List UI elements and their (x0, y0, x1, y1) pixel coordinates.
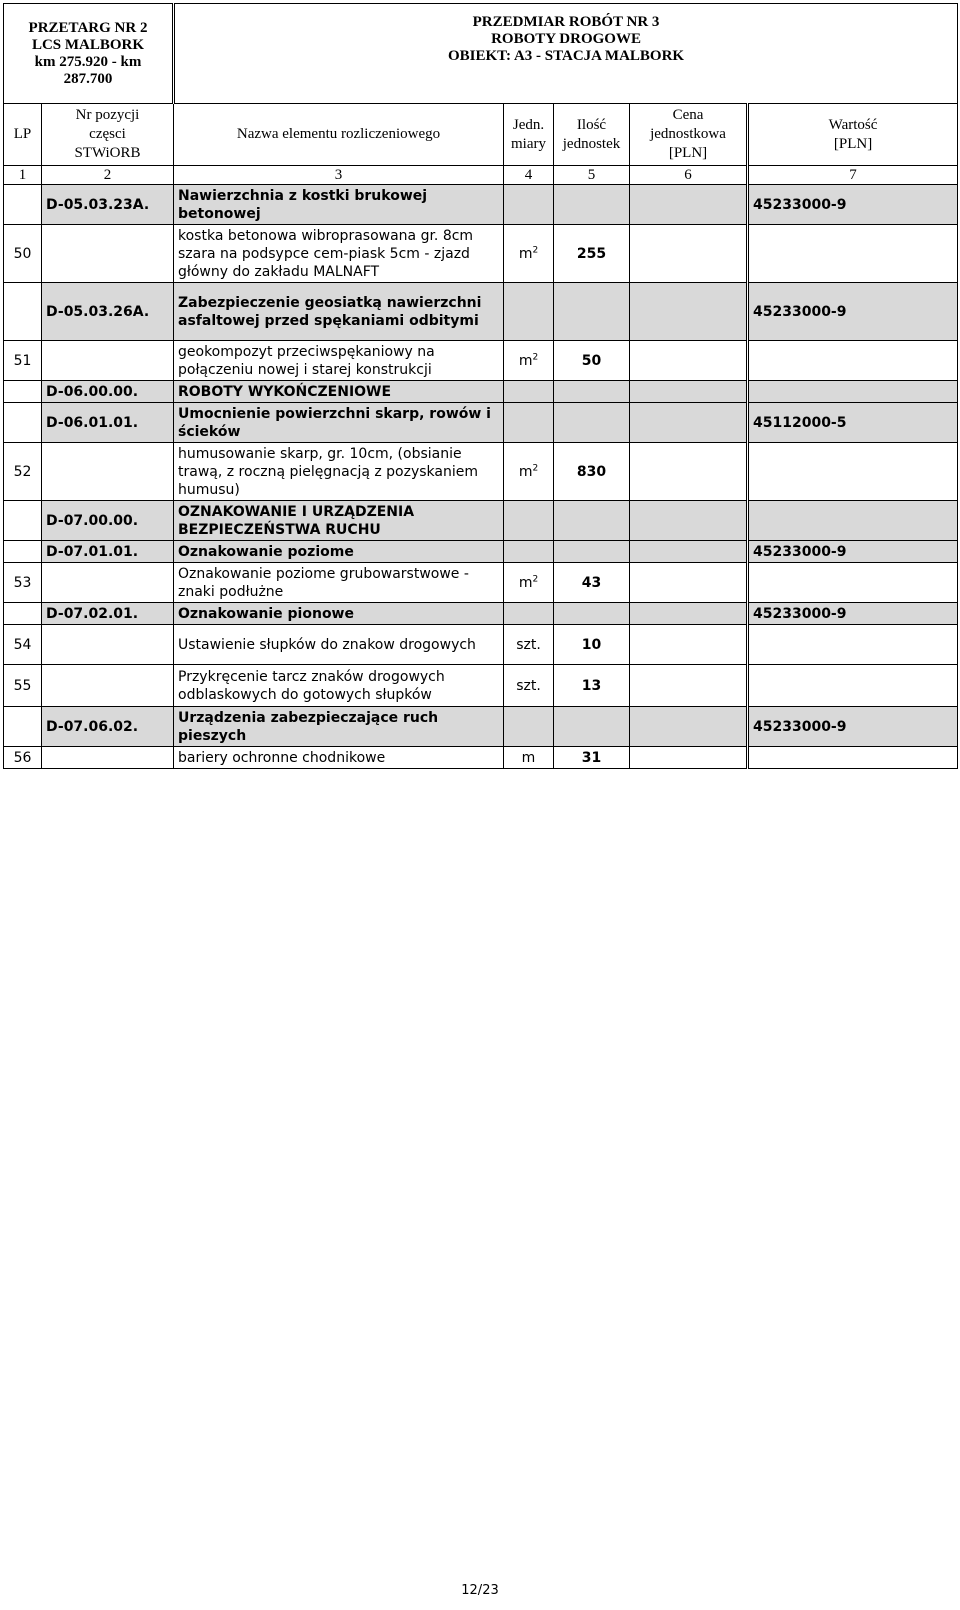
col-qty-line2: jednostek (562, 135, 621, 152)
item-row (4, 665, 958, 707)
cpv-code: 45233000-9 (748, 185, 958, 225)
item-qty: 830 (554, 443, 630, 501)
item-lp: 51 (4, 341, 42, 381)
section-name: Urządzenia zabezpieczające ruch pieszych (174, 707, 504, 747)
col-number: 4 (504, 166, 554, 185)
tender-line2: LCS MALBORK (31, 36, 145, 53)
page-number: 12/23 (461, 1583, 499, 1598)
col-name-header: Nazwa elementu rozliczeniowego (174, 104, 504, 166)
col-qty-header (554, 104, 630, 166)
section-code: D-06.01.01. (42, 403, 174, 443)
section-name: Oznakowanie poziome (174, 541, 504, 563)
unit-exponent: 2 (532, 573, 539, 584)
item-qty: 43 (554, 563, 630, 603)
cpv-code: 45233000-9 (748, 707, 958, 747)
item-lp: 55 (4, 665, 42, 707)
unit-text: m (518, 463, 533, 480)
estimate-title-line2: ROBOTY DROGOWE (491, 31, 641, 47)
section-row (4, 185, 958, 225)
section-row (4, 403, 958, 443)
estimate-title-line3: OBIEKT: A3 - STACJA MALBORK (447, 48, 685, 64)
item-row (4, 747, 958, 769)
item-unit (504, 563, 554, 603)
unit-text: m (518, 574, 533, 591)
section-name: Nawierzchnia z kostki brukowej betonowej (174, 185, 504, 225)
section-row (4, 707, 958, 747)
estimate-title-line1: PRZEDMIAR ROBÓT NR 3 (472, 14, 660, 30)
item-name: bariery ochronne chodnikowe (174, 747, 504, 769)
item-lp: 52 (4, 443, 42, 501)
section-name: ROBOTY WYKOŃCZENIOWE (174, 381, 504, 403)
item-row (4, 225, 958, 283)
cpv-code: 45112000-5 (748, 403, 958, 443)
section-row (4, 603, 958, 625)
column-number-row (4, 166, 958, 185)
col-price-line1: Cena (672, 107, 704, 123)
section-name: Oznakowanie pionowe (174, 603, 504, 625)
section-code: D-05.03.26A. (42, 283, 174, 341)
item-name: Ustawienie słupków do znakow drogowych (174, 625, 504, 665)
section-name: OZNAKOWANIE I URZĄDZENIA BEZPIECZEŃSTWA RUCHU (174, 501, 504, 541)
col-number: 6 (630, 166, 748, 185)
col-nr-line1: Nr pozycji (75, 107, 140, 123)
col-value-header (748, 104, 958, 166)
item-lp: 54 (4, 625, 42, 665)
unit-exponent: 2 (532, 351, 539, 362)
item-unit (504, 225, 554, 283)
cpv-code: 45233000-9 (748, 541, 958, 563)
item-name: humusowanie skarp, gr. 10cm, (obsianie trawą, z roczną pielęgnacją z pozyskaniem humusu) (174, 443, 504, 501)
column-header-row (4, 104, 958, 166)
unit-text: m (518, 245, 533, 262)
section-code: D-07.01.01. (42, 541, 174, 563)
section-name: Zabezpieczenie geosiatką nawierzchni asfaltowej przed spękaniami odbitymi (174, 283, 504, 341)
item-row (4, 625, 958, 665)
item-unit (504, 341, 554, 381)
item-unit: szt. (504, 625, 554, 665)
item-lp: 50 (4, 225, 42, 283)
col-nr-line3: STWiORB (74, 145, 141, 161)
col-unit-header (504, 104, 554, 166)
col-lp-header: LP (4, 104, 42, 166)
cost-estimate-table (3, 3, 958, 769)
col-unit-line1: Jedn. (512, 116, 545, 133)
unit-exponent: 2 (532, 244, 539, 255)
item-row (4, 563, 958, 603)
col-qty-line1: Ilość (576, 116, 607, 133)
unit-text: m (518, 352, 533, 369)
title-row (4, 4, 958, 104)
item-lp: 53 (4, 563, 42, 603)
item-qty: 31 (554, 747, 630, 769)
col-nr-line2: częsci (89, 126, 126, 142)
estimate-title (174, 4, 958, 104)
section-code: D-07.06.02. (42, 707, 174, 747)
section-name: Umocnienie powierzchni skarp, rowów i ścieków (174, 403, 504, 443)
item-qty: 50 (554, 341, 630, 381)
col-number: 7 (748, 166, 958, 185)
section-code: D-07.02.01. (42, 603, 174, 625)
item-qty: 10 (554, 625, 630, 665)
item-row (4, 341, 958, 381)
col-nr-header (42, 104, 174, 166)
item-qty: 13 (554, 665, 630, 707)
item-name: Oznakowanie poziome grubowarstwowe - znaki podłużne (174, 563, 504, 603)
section-code: D-05.03.23A. (42, 185, 174, 225)
item-unit (504, 443, 554, 501)
tender-info (4, 4, 174, 104)
section-code: D-06.00.00. (42, 381, 174, 403)
col-value-line1: Wartość (828, 116, 878, 133)
section-code: D-07.00.00. (42, 501, 174, 541)
col-number: 1 (4, 166, 42, 185)
col-number: 2 (42, 166, 174, 185)
col-number: 5 (554, 166, 630, 185)
tender-line3: km 275.920 - km (34, 53, 142, 70)
unit-exponent: 2 (532, 462, 539, 473)
item-name: kostka betonowa wibroprasowana gr. 8cm szara na podsypce cem-piask 5cm - zjazd główny do zakładu MALNAFT (174, 225, 504, 283)
section-row (4, 541, 958, 563)
item-name: Przykręcenie tarcz znaków drogowych odblaskowych do gotowych słupków (174, 665, 504, 707)
tender-line4: 287.700 (63, 70, 113, 87)
item-lp: 56 (4, 747, 42, 769)
item-qty: 255 (554, 225, 630, 283)
item-unit: m (504, 747, 554, 769)
section-row (4, 501, 958, 541)
col-value-line2: [PLN] (833, 135, 873, 152)
col-unit-line2: miary (511, 135, 546, 152)
col-number: 3 (174, 166, 504, 185)
cpv-code: 45233000-9 (748, 283, 958, 341)
col-price-line2: jednostkowa (650, 126, 726, 142)
col-price-header (630, 104, 748, 166)
section-row (4, 381, 958, 403)
tender-line1: PRZETARG NR 2 (28, 19, 148, 36)
section-row (4, 283, 958, 341)
item-name: geokompozyt przeciwspękaniowy na połączeniu nowej i starej konstrukcji (174, 341, 504, 381)
col-price-line3: [PLN] (668, 145, 708, 161)
item-row (4, 443, 958, 501)
item-unit: szt. (504, 665, 554, 707)
cpv-code: 45233000-9 (748, 603, 958, 625)
